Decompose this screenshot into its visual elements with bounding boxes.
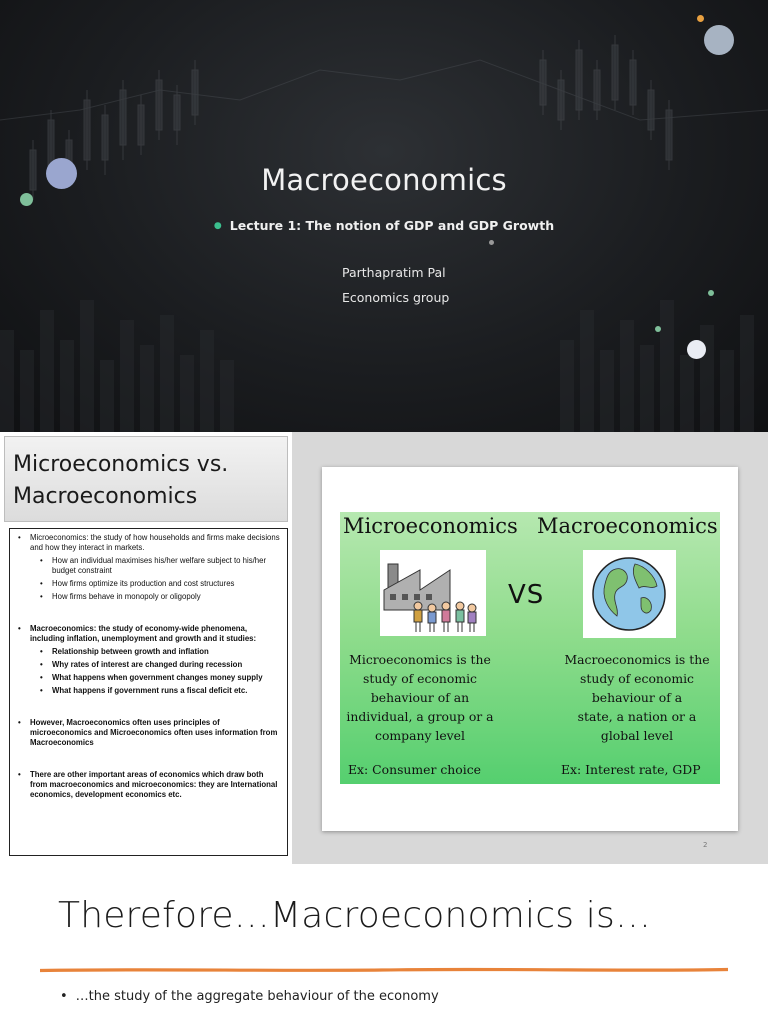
micro-heading: Microeconomics [343, 514, 518, 538]
sub-list-text: What happens when government changes money supply [52, 673, 263, 682]
micro-desc-line: company level [375, 728, 465, 743]
title-slide [0, 0, 768, 432]
conclusion-slide [0, 864, 768, 1024]
orange-divider [40, 967, 728, 973]
decorative-dot-white [687, 340, 706, 359]
macro-desc-line: state, a nation or a [577, 709, 697, 724]
macro-desc-line: global level [600, 728, 674, 743]
sub-list-text: Why rates of interest are changed during recession [52, 660, 243, 669]
micro-example: Ex: Consumer choice [348, 762, 481, 777]
macro-description [554, 650, 720, 745]
slide3-title: Therefore…Macroeconomics is… [58, 895, 652, 936]
decorative-dot-blue-gray [704, 25, 734, 55]
author-name: Parthapratim Pal [342, 265, 446, 280]
decorative-dot-orange [697, 15, 704, 22]
list-item-text: However, Macroeconomics often uses principles of microeconomics and Microeconomics often uses information from Macroeconomics [30, 718, 278, 747]
macro-desc-line: behaviour of a [591, 690, 683, 705]
sub-list-item: • How firms behave in monopoly or oligopoly [40, 592, 201, 601]
micro-desc-line: behaviour of an [370, 690, 470, 705]
sub-list-item: • How firms optimize its production and cost structures [40, 579, 235, 588]
macro-desc-line: Macroeconomics is the [564, 652, 710, 667]
micro-description [340, 650, 500, 745]
slide2-text-box [9, 528, 288, 856]
sub-list-item: • What happens when government changes money supply [40, 673, 263, 682]
bullet-icon: • [60, 989, 68, 1004]
vs-label: VS [508, 580, 545, 610]
list-item-text: Microeconomics: the study of how households and firms make decisions and how they interact in markets. [30, 533, 280, 552]
sub-list-text: Relationship between growth and inflation [52, 647, 209, 656]
bullet-icon: ● [213, 221, 222, 231]
subtitle-text: Lecture 1: The notion of GDP and GDP Growth [229, 218, 555, 233]
list-item-other-areas: • There are other important areas of economics which draw both from macroeconomics and microeconomics: they are International economics, development economics etc. [18, 770, 278, 799]
micro-desc-line: study of economic [363, 671, 477, 686]
factory-people-illustration [380, 550, 486, 636]
sub-list-item: • What happens if government runs a fiscal deficit etc. [40, 686, 248, 695]
slide-title: Macroeconomics [261, 163, 507, 197]
decorative-dot-small-green-2 [655, 326, 661, 332]
macro-heading: Macroeconomics [537, 514, 718, 538]
sub-list-item: • How an individual maximises his/her welfare subject to his/her budget constraint [40, 556, 267, 575]
list-item-macro: • Macroeconomics: the study of economy-wide phenomena, including inflation, unemployment and growth and it studies: [18, 624, 257, 643]
micro-desc-line: individual, a group or a [346, 709, 494, 724]
list-item-text: There are other important areas of economics which draw both from macroeconomics and microeconomics: they are International economics, development economics etc. [30, 770, 278, 799]
slide3-bullet-text: …the study of the aggregate behaviour of the economy [75, 989, 439, 1004]
heading-line-1: Microeconomics vs. [13, 452, 229, 477]
heading-line-2: Macroeconomics [13, 484, 198, 509]
macro-desc-line: study of economic [580, 671, 694, 686]
globe-icon [583, 550, 676, 638]
slide-subtitle [0, 218, 768, 233]
sub-list-text: How firms behave in monopoly or oligopoly [52, 592, 201, 601]
author-group: Economics group [342, 290, 450, 305]
globe-illustration [583, 550, 676, 638]
sub-list-text: How firms optimize its production and cost structures [52, 579, 235, 588]
decorative-dot-small-gray [489, 240, 494, 245]
micro-vs-macro-panel [340, 512, 720, 784]
sub-list-text: How an individual maximises his/her welfare subject to his/her budget constraint [52, 556, 267, 575]
micro-desc-line: Microeconomics is the [349, 652, 491, 667]
page-number: 2 [703, 841, 708, 849]
slide2-heading [13, 449, 285, 513]
list-item-micro: • Microeconomics: the study of how households and firms make decisions and how they interact in markets. [18, 533, 280, 552]
decorative-dot-small-green [708, 290, 714, 296]
factory-icon [380, 550, 486, 636]
sub-list-item: • Relationship between growth and inflation [40, 647, 209, 656]
macro-example: Ex: Interest rate, GDP [561, 762, 701, 777]
sub-list-text: What happens if government runs a fiscal deficit etc. [52, 686, 248, 695]
sub-list-item: • Why rates of interest are changed during recession [40, 660, 243, 669]
list-item-however: • However, Macroeconomics often uses principles of microeconomics and Microeconomics often uses information from Macroeconomics [18, 718, 278, 747]
list-item-text: Macroeconomics: the study of economy-wide phenomena, including inflation, unemployment and growth and it studies: [30, 624, 257, 643]
background-candlestick-chart [0, 0, 768, 432]
slide2-heading-box [4, 436, 288, 522]
slide3-bullet [60, 989, 439, 1004]
